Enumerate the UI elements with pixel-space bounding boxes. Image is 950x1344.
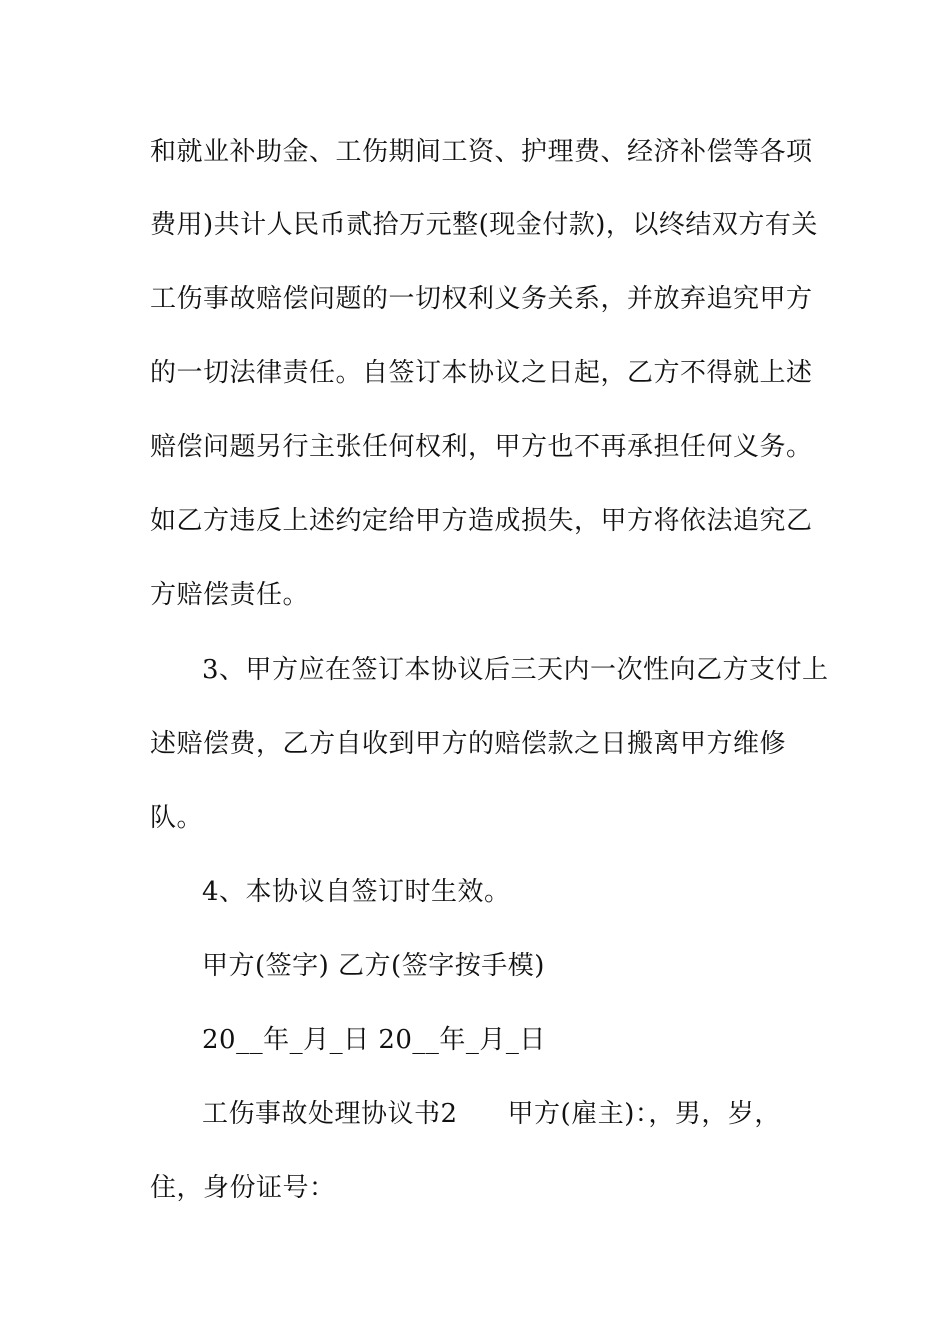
signature-line: 甲方(签字) 乙方(签字按手模) xyxy=(202,951,545,981)
paragraph-line: 队。 xyxy=(150,803,204,833)
paragraph-line: 如乙方违反上述约定给甲方造成损失，甲方将依法追究乙 xyxy=(150,506,813,536)
address-id-line: 住，身份证号： xyxy=(150,1173,336,1203)
heading-line xyxy=(202,1094,781,1134)
clause-3-line: 3、甲方应在签订本协议后三天内一次性向乙方支付上 xyxy=(202,655,829,685)
agreement-title: 工伤事故处理协议书2 xyxy=(202,1099,458,1129)
paragraph-line: 的一切法律责任。自签订本协议之日起，乙方不得就上述 xyxy=(150,358,813,388)
party-a-info: 甲方(雇主)：，男，岁， xyxy=(507,1099,781,1129)
paragraph-line: 赔偿问题另行主张任何权利，甲方也不再承担任何义务。 xyxy=(150,432,813,462)
paragraph-line: 方赔偿责任。 xyxy=(150,580,310,610)
paragraph-line: 述赔偿费，乙方自收到甲方的赔偿款之日搬离甲方维修 xyxy=(150,729,787,759)
paragraph-line: 和就业补助金、工伤期间工资、护理费、经济补偿等各项 xyxy=(150,137,813,167)
date-line: 20__年_月_日 20__年_月_日 xyxy=(202,1025,546,1055)
clause-4-line: 4、本协议自签订时生效。 xyxy=(202,877,511,907)
paragraph-line: 费用)共计人民币贰拾万元整(现金付款)，以终结双方有关 xyxy=(150,210,818,240)
paragraph-line: 工伤事故赔偿问题的一切权利义务关系，并放弃追究甲方 xyxy=(150,284,813,314)
